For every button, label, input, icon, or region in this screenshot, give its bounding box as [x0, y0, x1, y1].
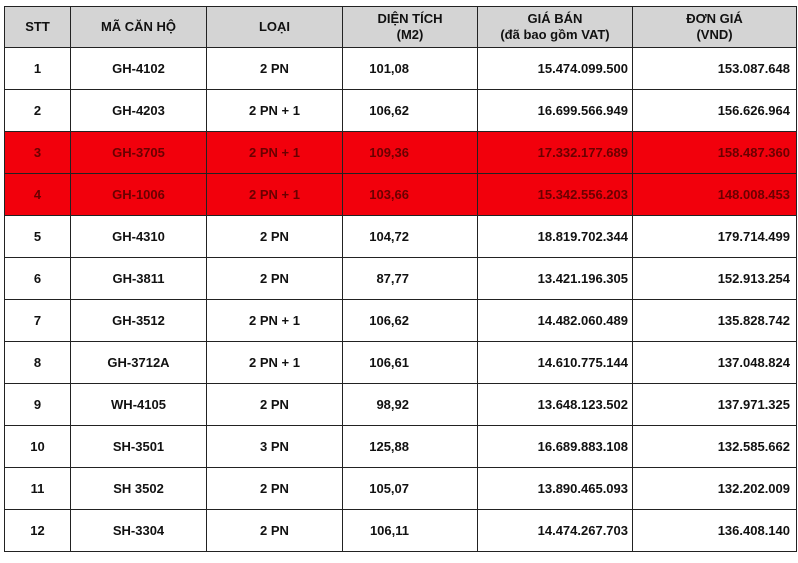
table-row-highlighted	[5, 132, 797, 174]
header-unit-price-currency: (VND)	[696, 27, 733, 42]
cell-apartment-code: SH-3304	[71, 510, 207, 552]
cell-stt: 6	[5, 258, 71, 300]
cell-price: 16.699.566.949	[478, 90, 633, 132]
cell-area: 106,11	[343, 510, 478, 552]
table-row	[5, 510, 797, 552]
cell-apartment-code: GH-4203	[71, 90, 207, 132]
table-row	[5, 258, 797, 300]
cell-type: 3 PN	[207, 426, 343, 468]
cell-unit-price: 153.087.648	[633, 48, 797, 90]
cell-apartment-code: GH-4310	[71, 216, 207, 258]
table-row	[5, 216, 797, 258]
header-area-label: DIỆN TÍCH	[377, 11, 443, 26]
cell-stt: 2	[5, 90, 71, 132]
cell-area: 103,66	[343, 174, 478, 216]
cell-apartment-code: GH-1006	[71, 174, 207, 216]
header-unit-price	[633, 7, 797, 48]
cell-area: 98,92	[343, 384, 478, 426]
header-code-label: MÃ CĂN HỘ	[100, 19, 177, 34]
cell-type: 2 PN	[207, 468, 343, 510]
header-row	[5, 7, 797, 48]
cell-price: 15.342.556.203	[478, 174, 633, 216]
cell-apartment-code: GH-3712A	[71, 342, 207, 384]
cell-unit-price: 132.585.662	[633, 426, 797, 468]
cell-stt: 3	[5, 132, 71, 174]
cell-price: 14.610.775.144	[478, 342, 633, 384]
cell-apartment-code: SH 3502	[71, 468, 207, 510]
header-type	[207, 7, 343, 48]
cell-price: 14.482.060.489	[478, 300, 633, 342]
cell-price: 13.421.196.305	[478, 258, 633, 300]
cell-type: 2 PN + 1	[207, 174, 343, 216]
cell-price: 13.890.465.093	[478, 468, 633, 510]
header-price-label: GIÁ BÁN	[527, 11, 583, 26]
header-type-label: LOẠI	[258, 19, 291, 34]
cell-unit-price: 137.048.824	[633, 342, 797, 384]
cell-area: 87,77	[343, 258, 478, 300]
cell-stt: 7	[5, 300, 71, 342]
table-row	[5, 90, 797, 132]
cell-unit-price: 136.408.140	[633, 510, 797, 552]
header-stt-label: STT	[25, 19, 50, 34]
cell-area: 106,61	[343, 342, 478, 384]
cell-stt: 11	[5, 468, 71, 510]
cell-price: 18.819.702.344	[478, 216, 633, 258]
cell-type: 2 PN + 1	[207, 90, 343, 132]
cell-stt: 5	[5, 216, 71, 258]
cell-unit-price: 132.202.009	[633, 468, 797, 510]
cell-apartment-code: GH-3512	[71, 300, 207, 342]
header-price-note: (đã bao gồm VAT)	[500, 27, 610, 42]
cell-stt: 4	[5, 174, 71, 216]
cell-price: 13.648.123.502	[478, 384, 633, 426]
cell-price: 14.474.267.703	[478, 510, 633, 552]
cell-price: 16.689.883.108	[478, 426, 633, 468]
cell-apartment-code: SH-3501	[71, 426, 207, 468]
cell-type: 2 PN + 1	[207, 342, 343, 384]
cell-area: 101,08	[343, 48, 478, 90]
table-header	[5, 7, 797, 48]
cell-stt: 8	[5, 342, 71, 384]
cell-area: 106,62	[343, 90, 478, 132]
cell-area: 106,62	[343, 300, 478, 342]
cell-apartment-code: GH-3811	[71, 258, 207, 300]
cell-type: 2 PN	[207, 258, 343, 300]
cell-type: 2 PN	[207, 48, 343, 90]
table-row	[5, 384, 797, 426]
cell-area: 109,36	[343, 132, 478, 174]
cell-unit-price: 148.008.453	[633, 174, 797, 216]
cell-type: 2 PN	[207, 510, 343, 552]
header-unit-price-label: ĐƠN GIÁ	[686, 11, 743, 26]
cell-apartment-code: GH-4102	[71, 48, 207, 90]
table-row	[5, 468, 797, 510]
cell-type: 2 PN + 1	[207, 300, 343, 342]
cell-price: 15.474.099.500	[478, 48, 633, 90]
cell-area: 105,07	[343, 468, 478, 510]
cell-stt: 10	[5, 426, 71, 468]
cell-type: 2 PN + 1	[207, 132, 343, 174]
cell-stt: 12	[5, 510, 71, 552]
table-row-highlighted	[5, 174, 797, 216]
table-row	[5, 342, 797, 384]
header-area-unit: (M2)	[396, 27, 424, 42]
cell-stt: 1	[5, 48, 71, 90]
apartment-price-table	[4, 6, 797, 552]
table-body	[5, 48, 797, 552]
cell-area: 104,72	[343, 216, 478, 258]
cell-unit-price: 152.913.254	[633, 258, 797, 300]
cell-stt: 9	[5, 384, 71, 426]
cell-type: 2 PN	[207, 384, 343, 426]
table-row	[5, 300, 797, 342]
cell-unit-price: 137.971.325	[633, 384, 797, 426]
cell-price: 17.332.177.689	[478, 132, 633, 174]
cell-unit-price: 179.714.499	[633, 216, 797, 258]
header-stt	[5, 7, 71, 48]
cell-apartment-code: WH-4105	[71, 384, 207, 426]
cell-apartment-code: GH-3705	[71, 132, 207, 174]
header-area	[343, 7, 478, 48]
header-code	[71, 7, 207, 48]
cell-unit-price: 156.626.964	[633, 90, 797, 132]
cell-unit-price: 158.487.360	[633, 132, 797, 174]
table-row	[5, 48, 797, 90]
cell-unit-price: 135.828.742	[633, 300, 797, 342]
header-price	[478, 7, 633, 48]
cell-area: 125,88	[343, 426, 478, 468]
table-row	[5, 426, 797, 468]
cell-type: 2 PN	[207, 216, 343, 258]
